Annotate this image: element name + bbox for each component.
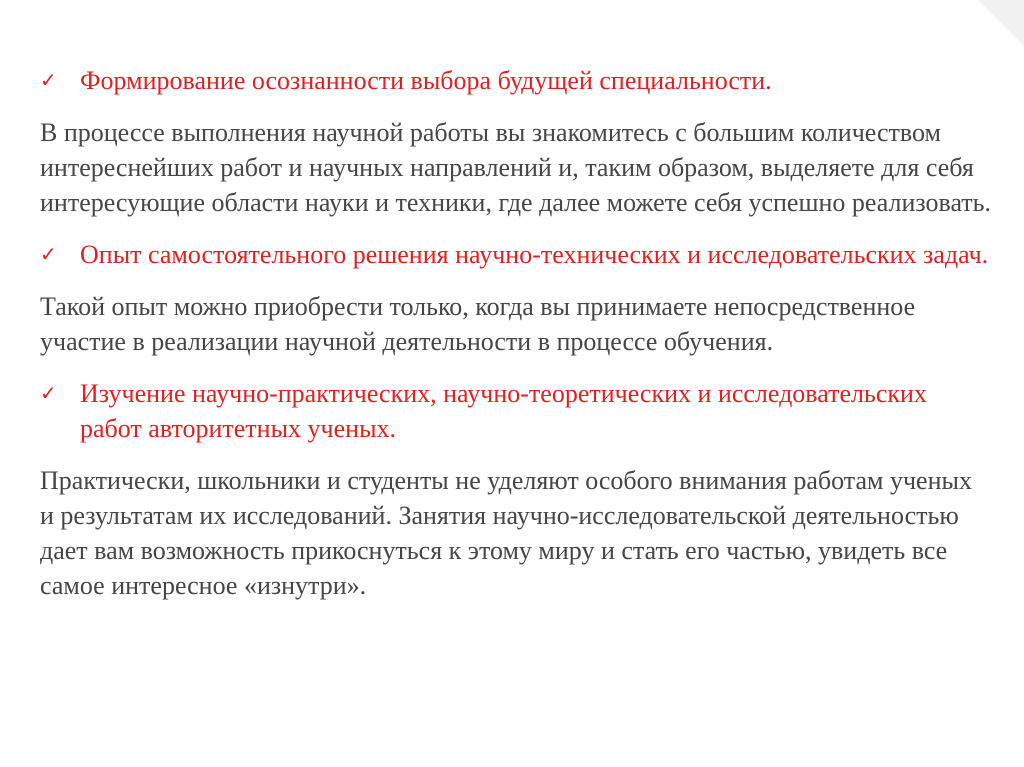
- bullet-item-independent-solving: [40, 237, 992, 272]
- paragraph-research-areas: В процессе выполнения научной работы вы знакомитесь с большим количеством интереснейших работ и научных направлений и, таким образом, выделяете для себя интересующие области науки и техники, где далее можете себя успешно реализовать.: [40, 118, 992, 217]
- paragraph-experience: Такой опыт можно приобрести только, когда вы принимаете непосредственное участие в реализации научной деятельности в процессе обучения.: [40, 292, 916, 356]
- bullet-text: Формирование осознанности выбора будущей специальности.: [80, 66, 772, 95]
- paragraph-scientists-works: Практически, школьники и студенты не уделяют особого внимания работам ученых и результатам их исследований. Занятия научно-исследовательской деятельностью дает вам возможность прикоснуться к этому миру и стать его частью, увидеть все самое интересное «изнутри».: [40, 466, 972, 600]
- bullet-text: Опыт самостоятельного решения научно-технических и исследовательских задач.: [80, 240, 989, 269]
- checkmark-icon: ✓: [40, 381, 57, 405]
- checkmark-icon: ✓: [40, 68, 57, 92]
- page-corner-fold: [978, 0, 1024, 46]
- slide-content: [40, 63, 992, 620]
- bullet-text: Изучение научно-практических, научно-теоретических и исследовательских работ авторитетных ученых.: [80, 379, 927, 443]
- bullet-item-studying-works: [40, 376, 992, 446]
- bullet-item-career-choice: [40, 63, 992, 98]
- checkmark-icon: ✓: [40, 242, 57, 266]
